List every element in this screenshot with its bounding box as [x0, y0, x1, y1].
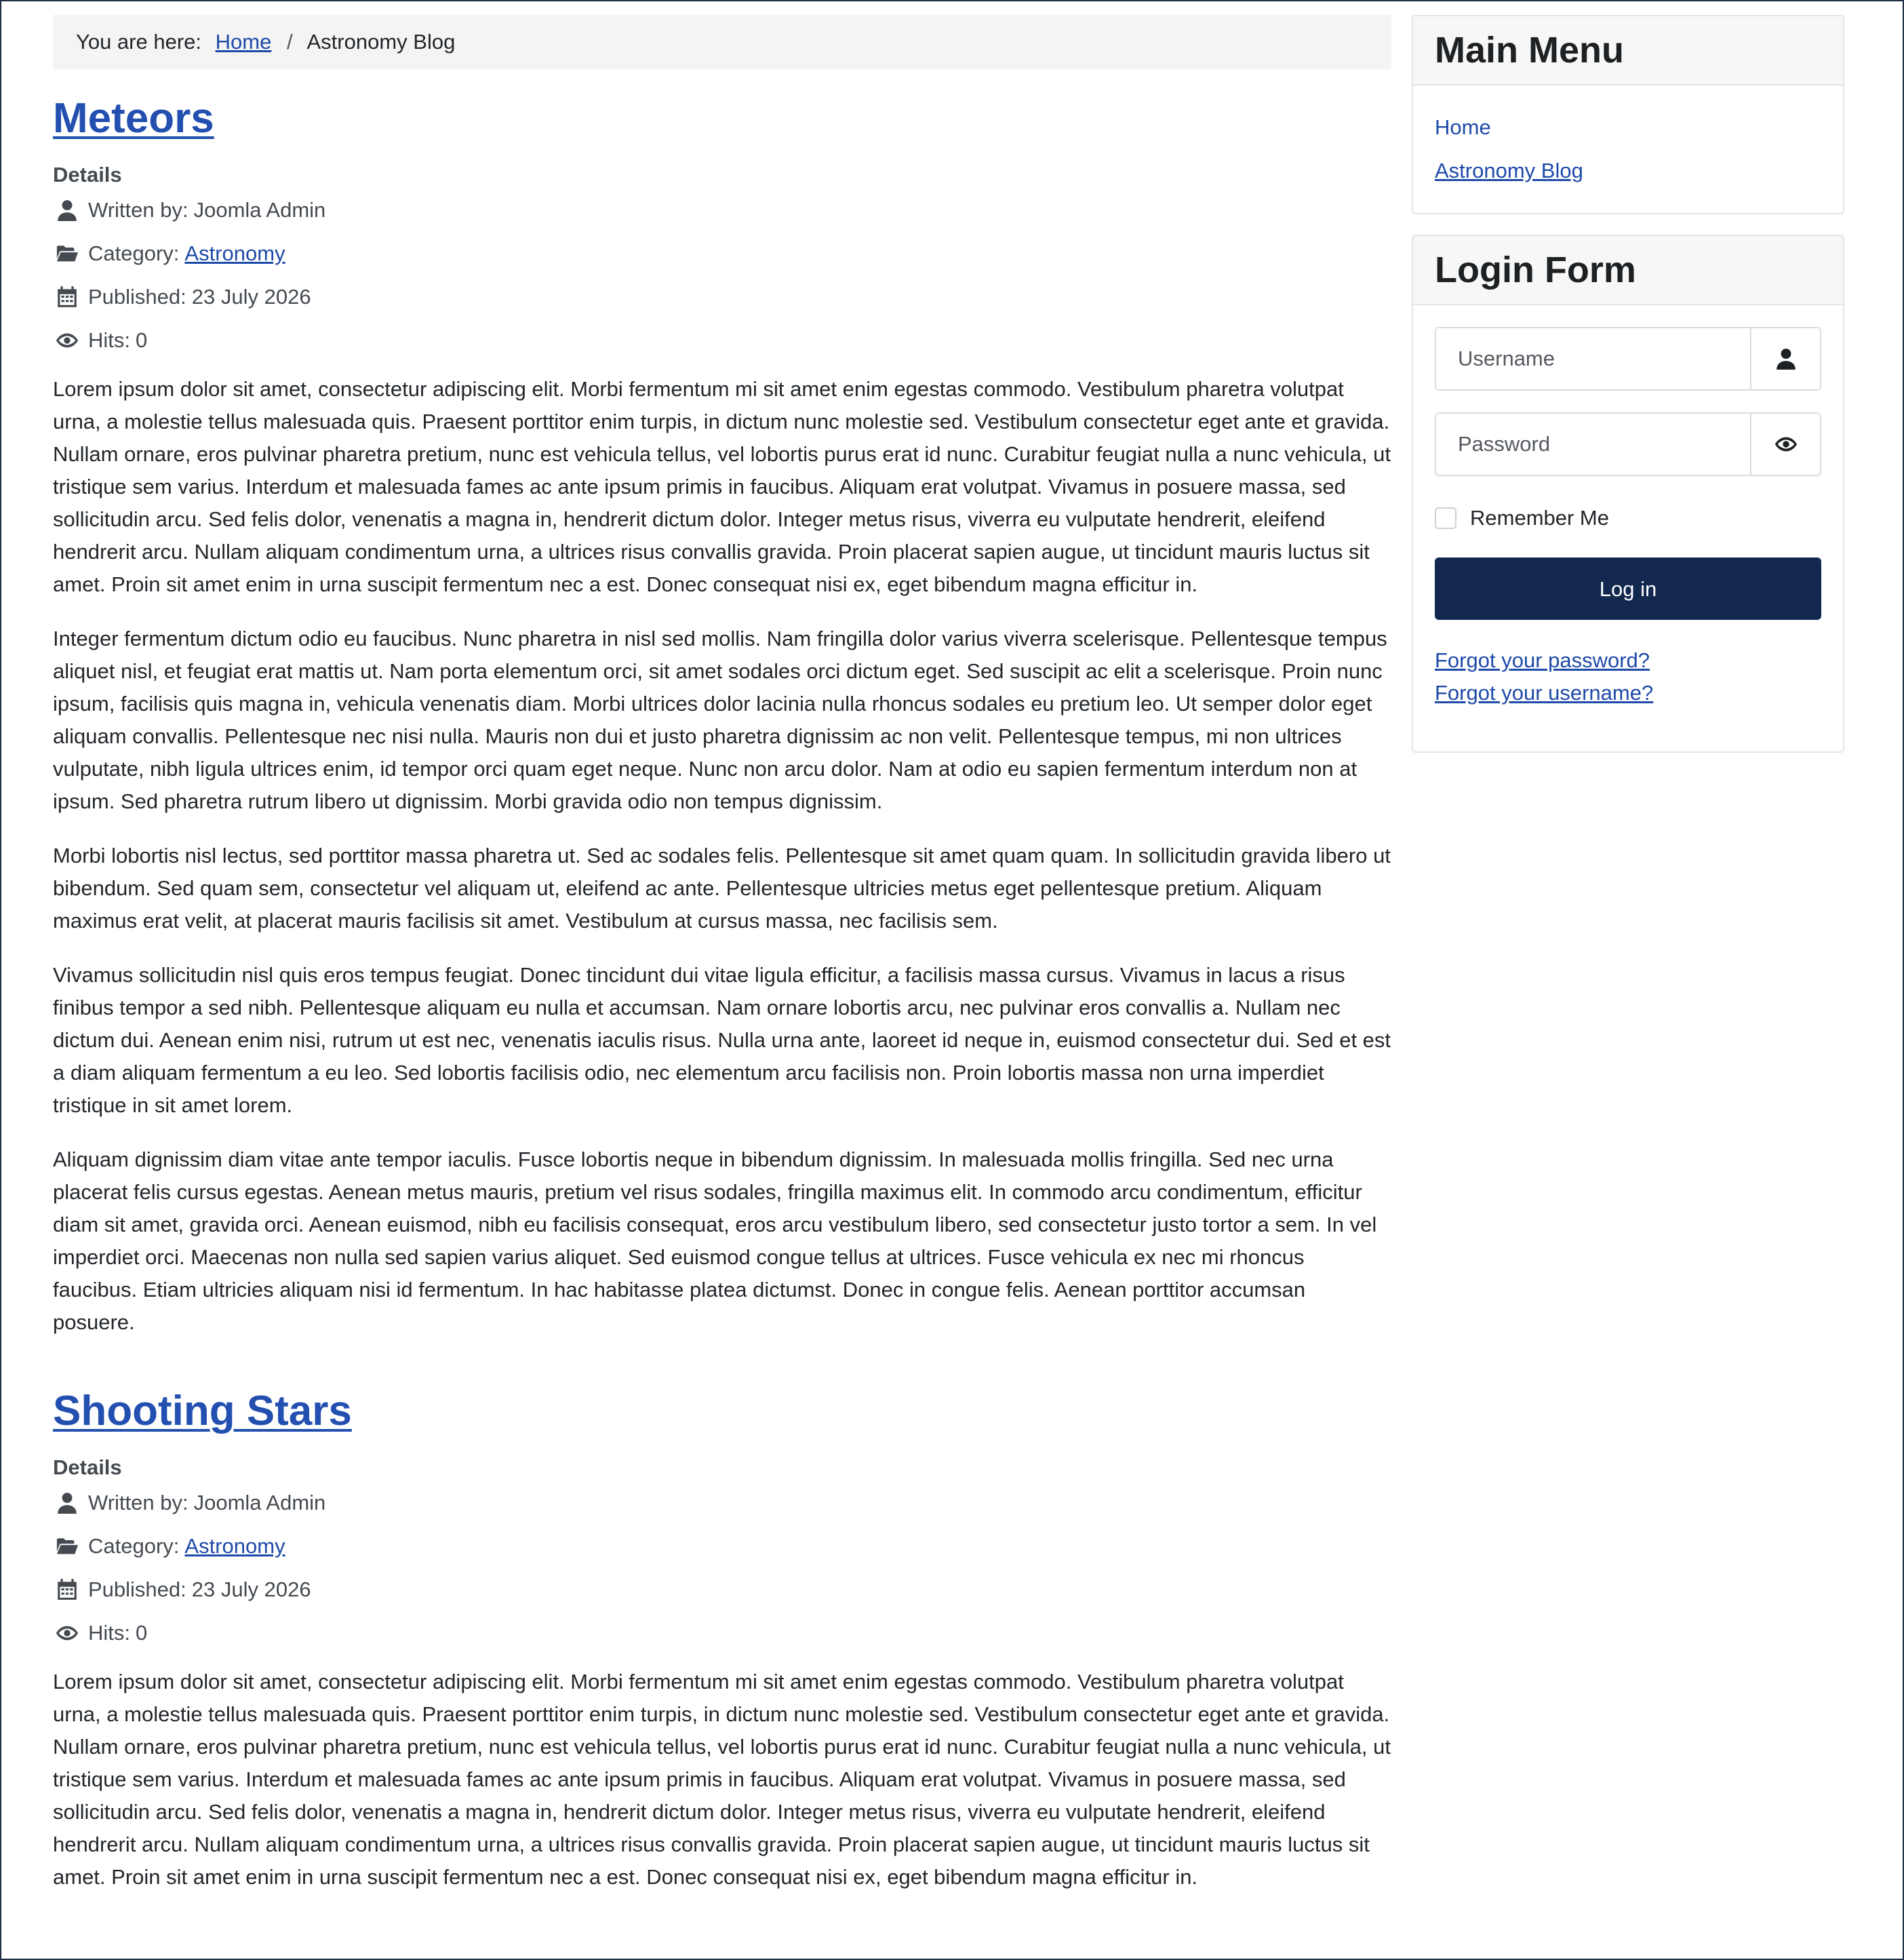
category-link[interactable]: Astronomy [184, 1534, 285, 1558]
meta-author [53, 189, 1391, 232]
category-label: Category: [88, 1534, 180, 1558]
remember-me[interactable] [1435, 498, 1821, 538]
author-name: Joomla Admin [193, 198, 326, 222]
user-icon [1750, 328, 1820, 389]
meta-category [53, 1525, 1391, 1568]
remember-me-checkbox[interactable] [1435, 507, 1456, 529]
article-paragraph: Lorem ipsum dolor sit amet, consectetur adipiscing elit. Morbi fermentum mi sit amet enim egestas commodo. Vestibulum pharetra volutpat urna, a molestie tellus malesuada quis. Praesent porttitor enim turpis, in dictum nunc molestie sed. Vestibulum consectetur eget ante et gravida. Nullam ornare, eros pulvinar pharetra pretium, nunc est vehicula tellus, vel lobortis purus erat id nunc. Curabitur feugiat nulla a nunc vehicula, ut tristique sem varius. Interdum et malesuada fames ac ante ipsum primis in faucibus. Aliquam erat volutpat. Vivamus in posuere massa, sed sollicitudin arcu. Sed felis dolor, venenatis a magna in, hendrerit dictum dolor. Integer metus risus, viverra eu vulputate hendrerit, eleifend hendrerit arcu. Nullam aliquam condimentum urna, a ultrices risus convallis gravida. Proin placerat sapien augue, ut tincidunt mauris luctus sit amet. Proin sit amet enim in urna suscipit fermentum nec a est. Donec consequat nisi ex, eget bibendum magna efficitur in. [53, 1670, 1391, 1889]
hits-count: 0 [136, 1621, 148, 1645]
category-label: Category: [88, 241, 180, 265]
sidebar [1412, 15, 1844, 773]
hits-label: Hits: [88, 1621, 130, 1645]
password-input[interactable] [1436, 414, 1750, 475]
article-separator [53, 1360, 1391, 1388]
breadcrumb-home-link[interactable]: Home [215, 30, 272, 54]
article-paragraph: Vivamus sollicitudin nisl quis eros tempus feugiat. Donec tincidunt dui vitae ligula efficitur, a facilisis massa cursus. Vivamus in lacus a risus finibus tempor a sed nibh. Pellentesque aliquam eu nulla et accumsan. Nam ornare lobortis arcu, nec pulvinar eros convallis a. Nullam nec dictum dui. Aenean enim nisi, rutrum ut est nec, venenatis iaculis risus. Nulla urna ante, laoreet id neque in, euismod consectetur dui. Sed et est a diam aliquam fermentum a eu leo. Sed lobortis facilisis odio, nec elementum arcu facilisis non. Proin lobortis massa non urna imperdiet tristique in sit amet lorem. [53, 963, 1391, 1117]
article-title-link[interactable]: Meteors [53, 95, 214, 142]
login-form-body [1413, 305, 1843, 751]
user-icon [54, 1490, 80, 1516]
breadcrumb-current: Astronomy Blog [306, 30, 456, 54]
written-by-label: Written by: [88, 1491, 189, 1514]
written-by-label: Written by: [88, 198, 189, 222]
main-menu-body [1413, 85, 1843, 213]
breadcrumb-prefix: You are here: [76, 30, 202, 54]
remember-me-label: Remember Me [1470, 506, 1609, 530]
article-title-link[interactable]: Shooting Stars [53, 1388, 352, 1434]
hits-count: 0 [136, 328, 148, 352]
folder-open-icon [54, 1533, 80, 1559]
main-menu-title: Main Menu [1413, 16, 1843, 85]
login-form-title: Login Form [1413, 236, 1843, 305]
username-input[interactable] [1436, 328, 1750, 389]
published-date: 23 July 2026 [191, 285, 311, 309]
calendar-icon [54, 284, 80, 310]
show-password-eye-icon[interactable] [1750, 414, 1820, 475]
menu-item-astronomy-blog[interactable]: Astronomy Blog [1435, 159, 1583, 182]
article-paragraph: Aliquam dignissim diam vitae ante tempor iaculis. Fusce lobortis neque in bibendum dignissim. In malesuada mollis fringilla. Sed nec urna placerat felis cursus egestas. Aenean metus mauris, pretium vel risus sodales, fringilla maximus elit. In commodo arcu condimentum, efficitur diam sit amet, gravida orci. Aenean euismod, nibh eu facilisis consequat, eros arcu vestibulum libero, sed consectetur justo tortor a sem. In vel imperdiet orci. Maecenas non nulla sed sapien varius aliquet. Sed euismod congue tellus at ultrices. Fusce vehicula ex nec mi rhoncus faucibus. Etiam ultricies aliquam nisi id fermentum. In hac habitasse platea dictumst. Donec in congue felis. Aenean porttitor accumsan posuere. [53, 1148, 1377, 1334]
details-label: Details [53, 1455, 122, 1479]
article-body [53, 373, 1391, 1339]
article-paragraph: Lorem ipsum dolor sit amet, consectetur adipiscing elit. Morbi fermentum mi sit amet enim egestas commodo. Vestibulum pharetra volutpat urna, a molestie tellus malesuada quis. Praesent porttitor enim turpis, in dictum nunc molestie sed. Vestibulum consectetur eget ante et gravida. Nullam ornare, eros pulvinar pharetra pretium, nunc est vehicula tellus, vel lobortis purus erat id nunc. Curabitur feugiat nulla a nunc vehicula, ut tristique sem varius. Interdum et malesuada fames ac ante ipsum primis in faucibus. Aliquam erat volutpat. Vivamus in posuere massa, sed sollicitudin arcu. Sed felis dolor, venenatis a magna in, hendrerit dictum dolor. Integer metus risus, viverra eu vulputate hendrerit, eleifend hendrerit arcu. Nullam aliquam condimentum urna, a ultrices risus convallis gravida. Proin placerat sapien augue, ut tincidunt mauris luctus sit amet. Proin sit amet enim in urna suscipit fermentum nec a est. Donec consequat nisi ex, eget bibendum magna efficitur in. [53, 377, 1391, 596]
eye-icon [54, 1620, 80, 1646]
meta-author [53, 1481, 1391, 1525]
forgot-username-link[interactable]: Forgot your username? [1435, 681, 1654, 705]
main-menu-module [1412, 15, 1844, 214]
user-icon [54, 197, 80, 223]
calendar-icon [54, 1577, 80, 1603]
article-title [53, 1388, 1391, 1435]
published-label: Published: [88, 1577, 186, 1601]
main-content [53, 15, 1391, 1915]
username-group [1435, 327, 1821, 391]
details-label: Details [53, 163, 122, 187]
meta-published [53, 275, 1391, 319]
published-label: Published: [88, 285, 186, 309]
article-paragraph: Morbi lobortis nisl lectus, sed porttitor massa pharetra ut. Sed ac sodales felis. Pellentesque sit amet quam quam. In sollicitudin gravida libero ut bibendum. Sed quam sem, consectetur vel aliquam ut, eleifend ac ante. Pellentesque ultricies metus eget pellentesque pretium. Aliquam maximus erat velit, at placerat mauris facilisis sit amet. Vestibulum at cursus massa, nec facilisis sem. [53, 844, 1391, 933]
password-group [1435, 412, 1821, 476]
forgot-password-link[interactable]: Forgot your password? [1435, 648, 1650, 672]
folder-open-icon [54, 241, 80, 267]
article-meteors [53, 95, 1391, 1339]
hits-label: Hits: [88, 328, 130, 352]
published-date: 23 July 2026 [191, 1577, 311, 1601]
article-paragraph: Integer fermentum dictum odio eu faucibus. Nunc pharetra in nisl sed mollis. Nam fringilla dolor varius viverra scelerisque. Pellentesque tempus aliquet nisl, et feugiat erat mattis ut. Nam porta elementum orci, sit amet sodales orci dictum eget. Sed suscipit ac elit a scelerisque. Proin nunc ipsum, facilisis quis magna in, vehicula venenatis diam. Morbi ultrices dolor lacinia nulla rhoncus sodales eu pretium leo. Ut semper dolor eget aliquam convallis. Pellentesque nec nisi nulla. Mauris non dui et justo pharetra dignissim ac non velit. Pellentesque tempus, mi non ultrices vulputate, nibh ligula ultrices enim, id tempor orci quam eget neque. Nunc non arcu dolor. Nam at odio eu sapien fermentum interdum non at ipsum. Sed pharetra rutrum libero ut dignissim. Morbi gravida odio non tempus dignissim. [53, 627, 1387, 813]
login-form-module [1412, 235, 1844, 753]
menu-item-home[interactable]: Home [1435, 115, 1491, 139]
eye-icon [54, 328, 80, 353]
author-name: Joomla Admin [193, 1491, 326, 1514]
meta-category [53, 232, 1391, 275]
login-button[interactable]: Log in [1435, 557, 1821, 620]
meta-hits [53, 1611, 1391, 1655]
meta-published [53, 1568, 1391, 1611]
breadcrumb [53, 15, 1391, 69]
breadcrumb-separator: / [286, 30, 293, 54]
meta-hits [53, 319, 1391, 362]
article-shooting-stars [53, 1388, 1391, 1894]
article-body [53, 1666, 1391, 1894]
category-link[interactable]: Astronomy [184, 241, 285, 265]
article-title [53, 95, 1391, 142]
